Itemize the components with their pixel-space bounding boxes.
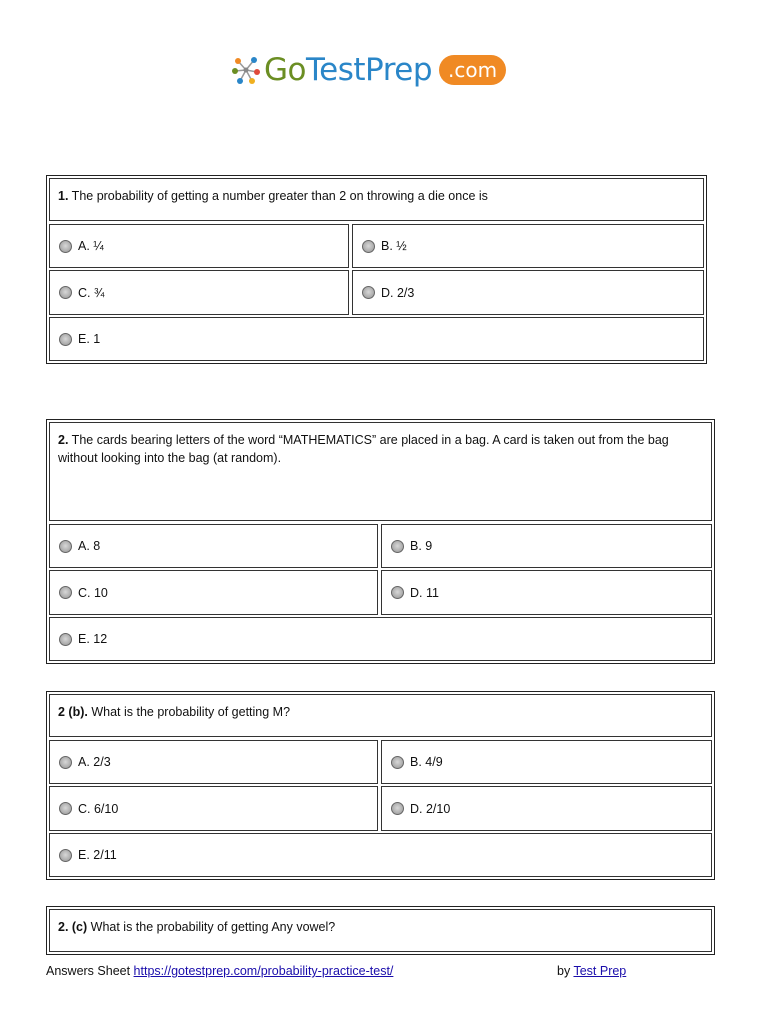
option-a[interactable] <box>50 225 348 267</box>
logo[interactable] <box>232 48 506 92</box>
radio-button[interactable] <box>59 849 72 862</box>
logo-dotcom-badge: .com <box>439 55 506 85</box>
option-d[interactable] <box>382 787 711 830</box>
by-label: by <box>557 964 574 978</box>
radio-button[interactable] <box>59 240 72 253</box>
question-number: 2. (c) <box>58 920 88 934</box>
question-1-text <box>49 178 704 221</box>
radio-button[interactable] <box>59 756 72 769</box>
option-d[interactable] <box>353 271 703 314</box>
question-text: The cards bearing letters of the word “MATHEMATICS” are placed in a bag. A card is taken out from the bag without looking into the bag (at random). <box>58 433 669 465</box>
option-label: C. ¾ <box>78 285 105 300</box>
radio-button[interactable] <box>59 802 72 815</box>
question-2c-box <box>46 906 715 955</box>
option-label: B. ½ <box>381 239 407 253</box>
option-cell <box>49 570 378 615</box>
option-a[interactable] <box>50 525 377 567</box>
radio-button[interactable] <box>59 586 72 599</box>
radio-button[interactable] <box>391 586 404 599</box>
option-cell <box>381 570 712 615</box>
question-number: 1. <box>58 189 69 203</box>
question-2b-box <box>46 691 715 880</box>
option-label: A. 2/3 <box>78 755 111 769</box>
footer-answers <box>46 964 393 978</box>
radio-button[interactable] <box>362 240 375 253</box>
logo-testprep: TestPrep <box>306 52 433 88</box>
logo-go: Go <box>264 52 306 88</box>
question-text: What is the probability of getting M? <box>87 705 291 719</box>
question-2-text <box>49 422 712 521</box>
radio-button[interactable] <box>362 286 375 299</box>
option-label: B. 4/9 <box>410 755 443 769</box>
option-cell <box>49 786 378 831</box>
option-d[interactable] <box>382 571 711 614</box>
option-label: A. ¼ <box>78 239 104 253</box>
option-label: D. 2/10 <box>410 801 451 816</box>
option-e[interactable] <box>50 318 703 360</box>
option-b[interactable] <box>353 225 703 267</box>
option-c[interactable] <box>50 787 377 830</box>
option-b[interactable] <box>382 525 711 567</box>
question-text: The probability of getting a number greater than 2 on throwing a die once is <box>68 189 488 203</box>
option-label: B. 9 <box>410 539 433 553</box>
option-label: E. 1 <box>78 332 101 346</box>
radio-button[interactable] <box>59 633 72 646</box>
option-b[interactable] <box>382 741 711 783</box>
question-2b-text <box>49 694 712 737</box>
question-1-box <box>46 175 707 364</box>
question-number: 2 (b). <box>58 705 88 719</box>
option-cell <box>49 833 712 877</box>
question-number: 2. <box>58 433 69 447</box>
option-cell <box>381 524 712 568</box>
radio-button[interactable] <box>59 333 72 346</box>
option-cell <box>49 317 704 361</box>
logo-text <box>264 50 432 90</box>
radio-button[interactable] <box>59 540 72 553</box>
option-label: D. 11 <box>410 585 439 600</box>
option-c[interactable] <box>50 571 377 614</box>
option-cell <box>49 270 349 315</box>
logo-sparkle-icon <box>232 56 260 84</box>
test-prep-link[interactable]: Test Prep <box>573 964 627 978</box>
radio-button[interactable] <box>391 540 404 553</box>
option-label: C. 6/10 <box>78 801 119 816</box>
option-cell <box>381 740 712 784</box>
option-cell <box>49 617 712 661</box>
option-e[interactable] <box>50 618 711 660</box>
option-e[interactable] <box>50 834 711 876</box>
option-a[interactable] <box>50 741 377 783</box>
question-2c-text <box>49 909 712 952</box>
option-label: C. 10 <box>78 585 108 600</box>
option-cell <box>352 224 704 268</box>
option-label: D. 2/3 <box>381 285 415 300</box>
radio-button[interactable] <box>391 802 404 815</box>
footer-by <box>557 964 626 978</box>
option-label: E. 12 <box>78 632 108 646</box>
option-cell <box>49 224 349 268</box>
option-cell <box>352 270 704 315</box>
option-cell <box>49 524 378 568</box>
question-text: What is the probability of getting Any vowel? <box>87 920 336 934</box>
option-cell <box>381 786 712 831</box>
option-label: A. 8 <box>78 539 101 553</box>
radio-button[interactable] <box>391 756 404 769</box>
answers-sheet-link[interactable]: https://gotestprep.com/probability-practice-test/ <box>133 964 394 978</box>
question-2-box <box>46 419 715 664</box>
option-label: E. 2/11 <box>78 848 117 862</box>
option-c[interactable] <box>50 271 348 314</box>
answers-sheet-label: Answers Sheet <box>46 964 134 978</box>
option-cell <box>49 740 378 784</box>
radio-button[interactable] <box>59 286 72 299</box>
